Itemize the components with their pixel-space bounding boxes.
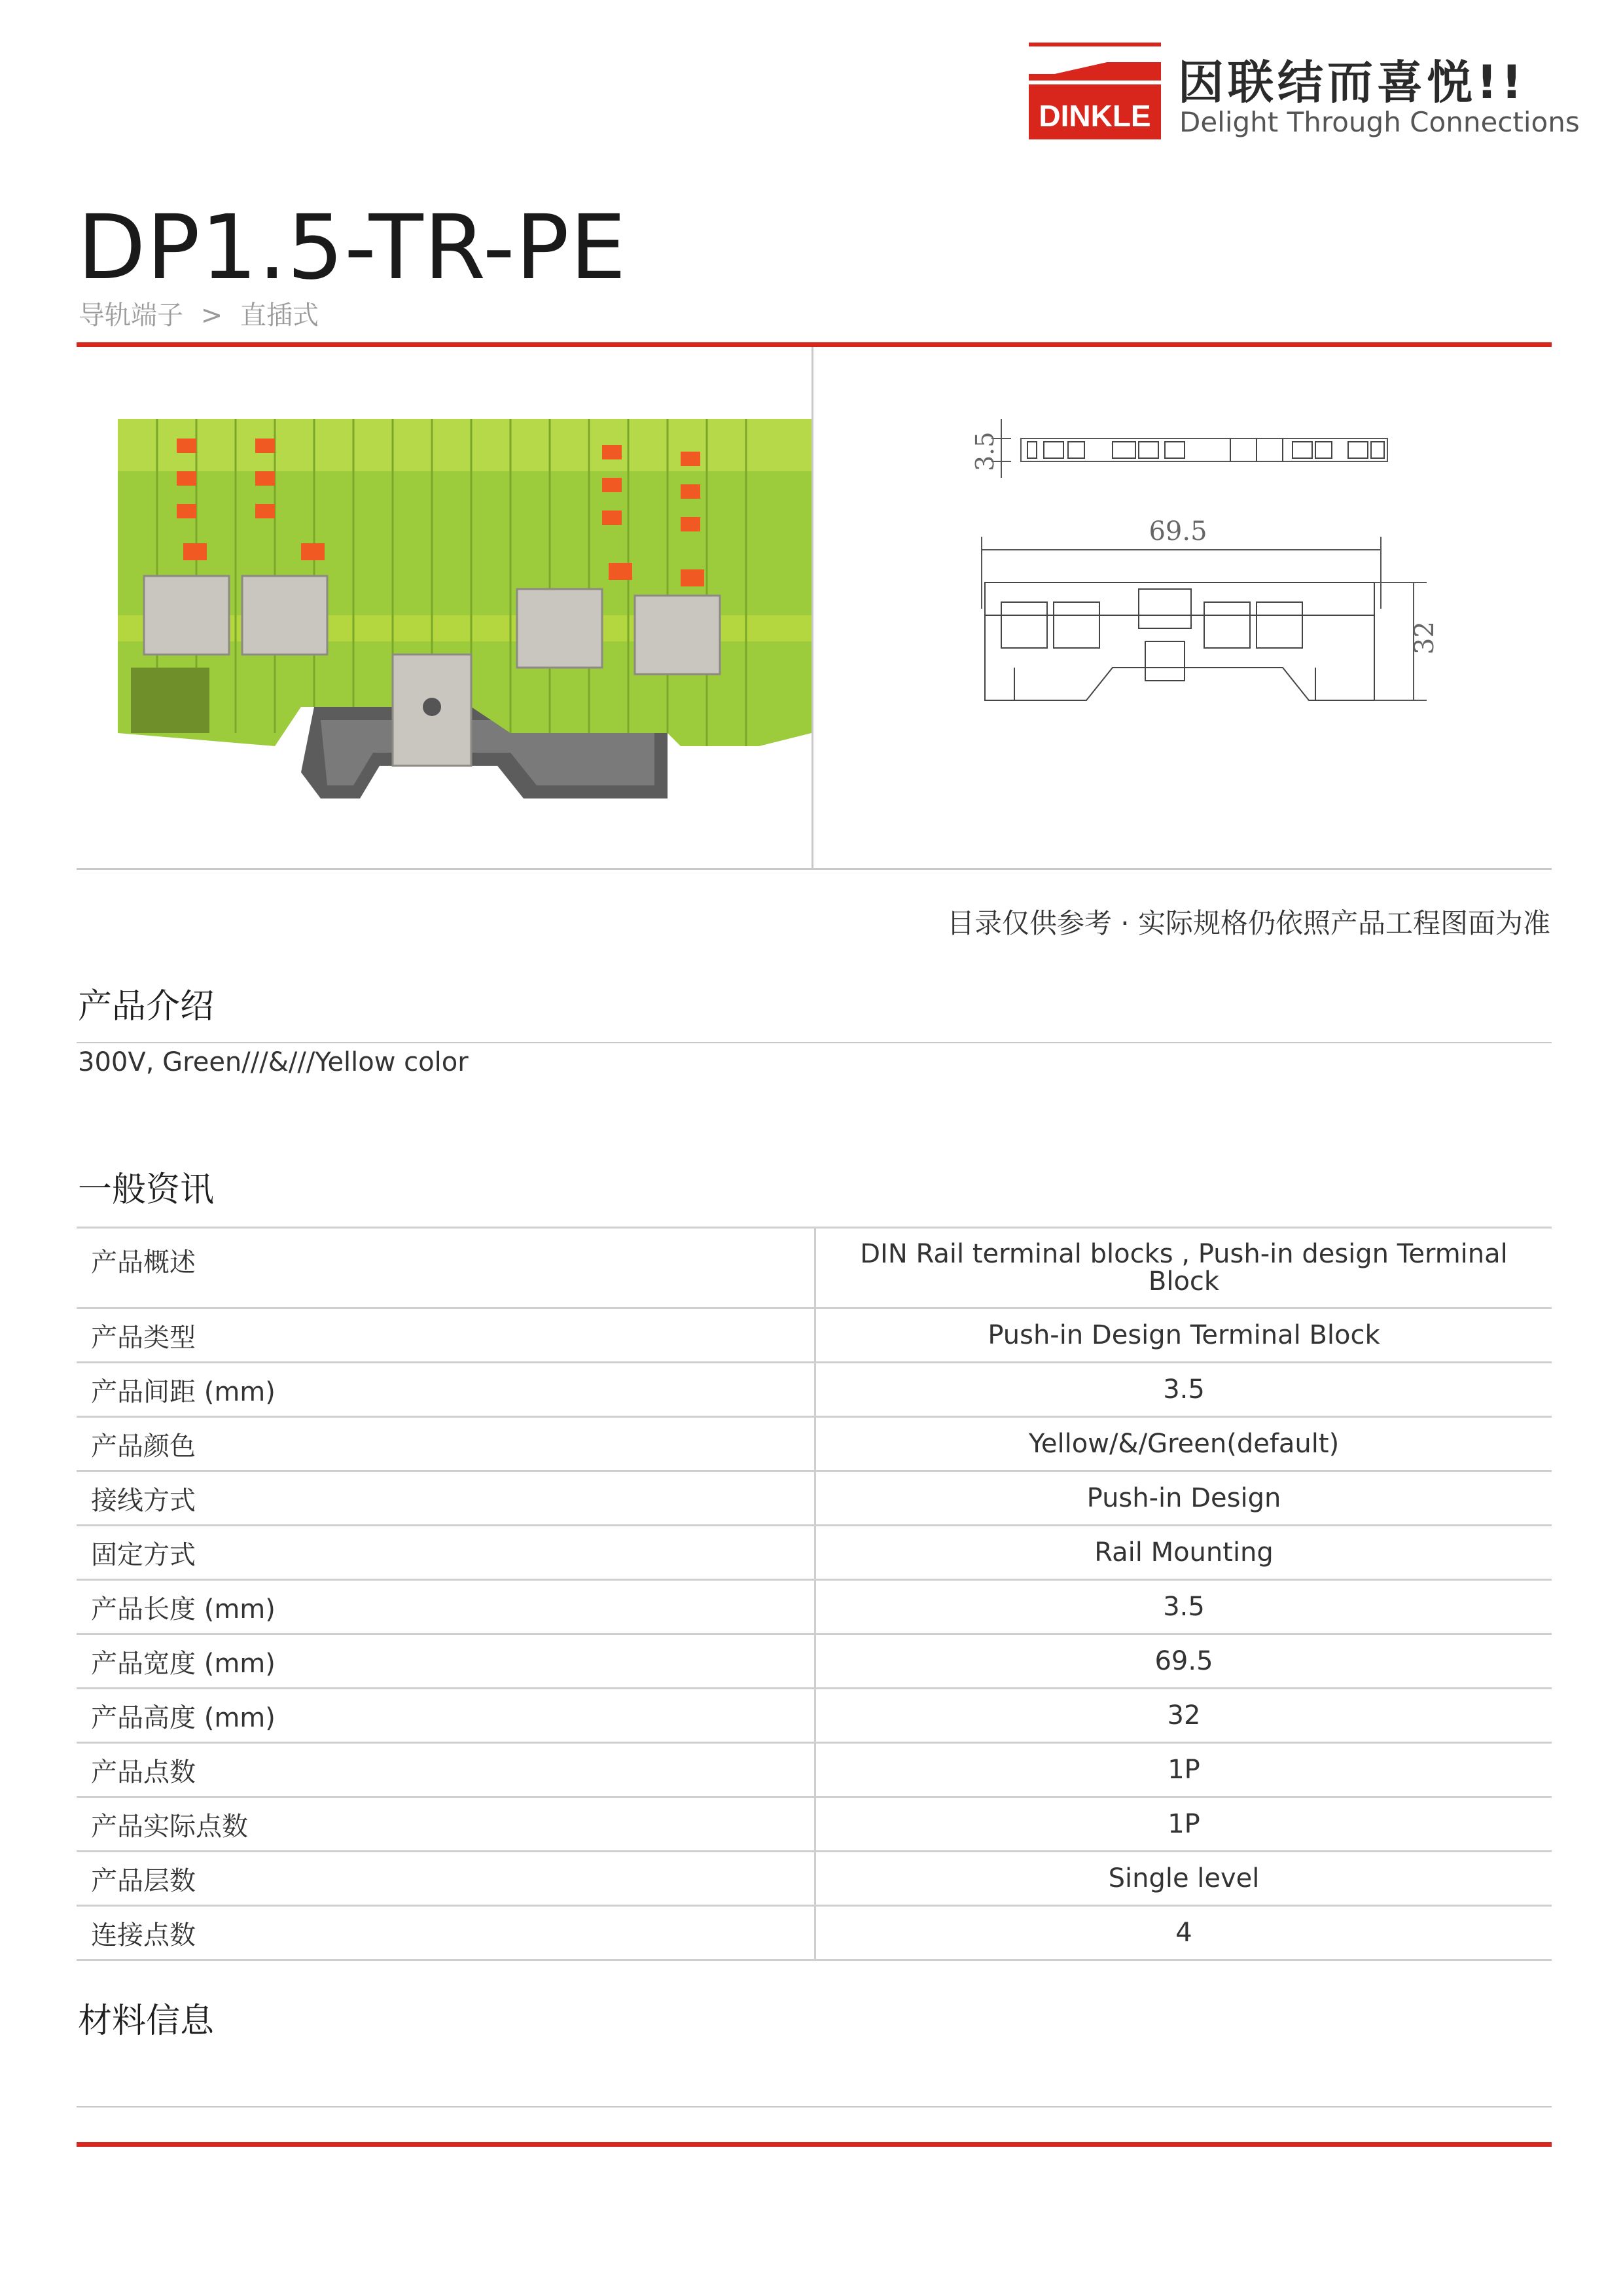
table-row [77, 1852, 1552, 1906]
spec-label: 产品高度 (mm) [77, 1689, 815, 1743]
catalog-disclaimer: 目录仅供参考 · 实际规格仍依照产品工程图面为准 [946, 907, 1550, 939]
table-row [77, 1228, 1552, 1308]
spec-value: 3.5 [815, 1363, 1552, 1417]
page-title: DP1.5-TR-PE [77, 196, 627, 300]
spec-value: 69.5 [815, 1634, 1552, 1689]
spec-table [77, 1227, 1552, 1961]
breadcrumb-separator: > [200, 300, 223, 331]
material-rule [77, 2106, 1552, 2108]
table-row [77, 1634, 1552, 1689]
table-row [77, 1689, 1552, 1743]
spec-value: Yellow/&/Green(default) [815, 1417, 1552, 1471]
dimension-drawing [916, 393, 1440, 785]
table-row [77, 1580, 1552, 1634]
intro-rule [77, 1042, 1552, 1043]
spec-label: 产品实际点数 [77, 1797, 815, 1852]
table-row [77, 1471, 1552, 1526]
spec-label: 产品点数 [77, 1743, 815, 1797]
spec-label: 产品类型 [77, 1308, 815, 1363]
figure-bottom-rule [77, 868, 1552, 870]
general-heading: 一般资讯 [78, 1170, 215, 1210]
spec-value: Rail Mounting [815, 1526, 1552, 1580]
spec-label: 固定方式 [77, 1526, 815, 1580]
intro-heading: 产品介绍 [78, 987, 215, 1026]
height-dimension-label: 32 [1410, 621, 1440, 655]
breadcrumb-subcategory[interactable]: 直插式 [240, 300, 319, 331]
bottom-red-divider [77, 2142, 1552, 2147]
spec-value: 1P [815, 1743, 1552, 1797]
table-row [77, 1417, 1552, 1471]
spec-label: 产品长度 (mm) [77, 1580, 815, 1634]
spec-label: 产品概述 [77, 1228, 815, 1308]
brand-slogan-cn: 因联结而喜悦!! [1178, 56, 1526, 109]
intro-text: 300V, Green///&///Yellow color [78, 1047, 469, 1077]
spec-value: Push-in Design Terminal Block [815, 1308, 1552, 1363]
width-dimension-label: 69.5 [1149, 516, 1207, 547]
spec-value: Single level [815, 1852, 1552, 1906]
material-heading: 材料信息 [78, 2001, 215, 2041]
table-row [77, 1363, 1552, 1417]
dinkle-logo [1029, 43, 1161, 139]
table-row [77, 1743, 1552, 1797]
breadcrumb [79, 295, 328, 332]
spec-label: 产品颜色 [77, 1417, 815, 1471]
spec-label: 产品宽度 (mm) [77, 1634, 815, 1689]
spec-label: 接线方式 [77, 1471, 815, 1526]
spec-value: Push-in Design [815, 1471, 1552, 1526]
spec-value: 4 [815, 1906, 1552, 1960]
table-row [77, 1308, 1552, 1363]
spec-label: 产品间距 (mm) [77, 1363, 815, 1417]
spec-label: 连接点数 [77, 1906, 815, 1960]
spec-value: 3.5 [815, 1580, 1552, 1634]
product-photo [105, 380, 818, 838]
spec-label: 产品层数 [77, 1852, 815, 1906]
logo-wordmark: DINKLE [1039, 99, 1151, 133]
spec-value: DIN Rail terminal blocks , Push-in design Terminal Block [815, 1228, 1552, 1308]
table-row [77, 1797, 1552, 1852]
spec-value: 1P [815, 1797, 1552, 1852]
pitch-dimension-label: 3.5 [971, 431, 999, 471]
top-red-divider [77, 342, 1552, 347]
table-row [77, 1526, 1552, 1580]
table-row [77, 1906, 1552, 1960]
brand-slogan-en: Delight Through Connections [1179, 106, 1580, 138]
spec-value: 32 [815, 1689, 1552, 1743]
breadcrumb-category[interactable]: 导轨端子 [79, 300, 183, 331]
